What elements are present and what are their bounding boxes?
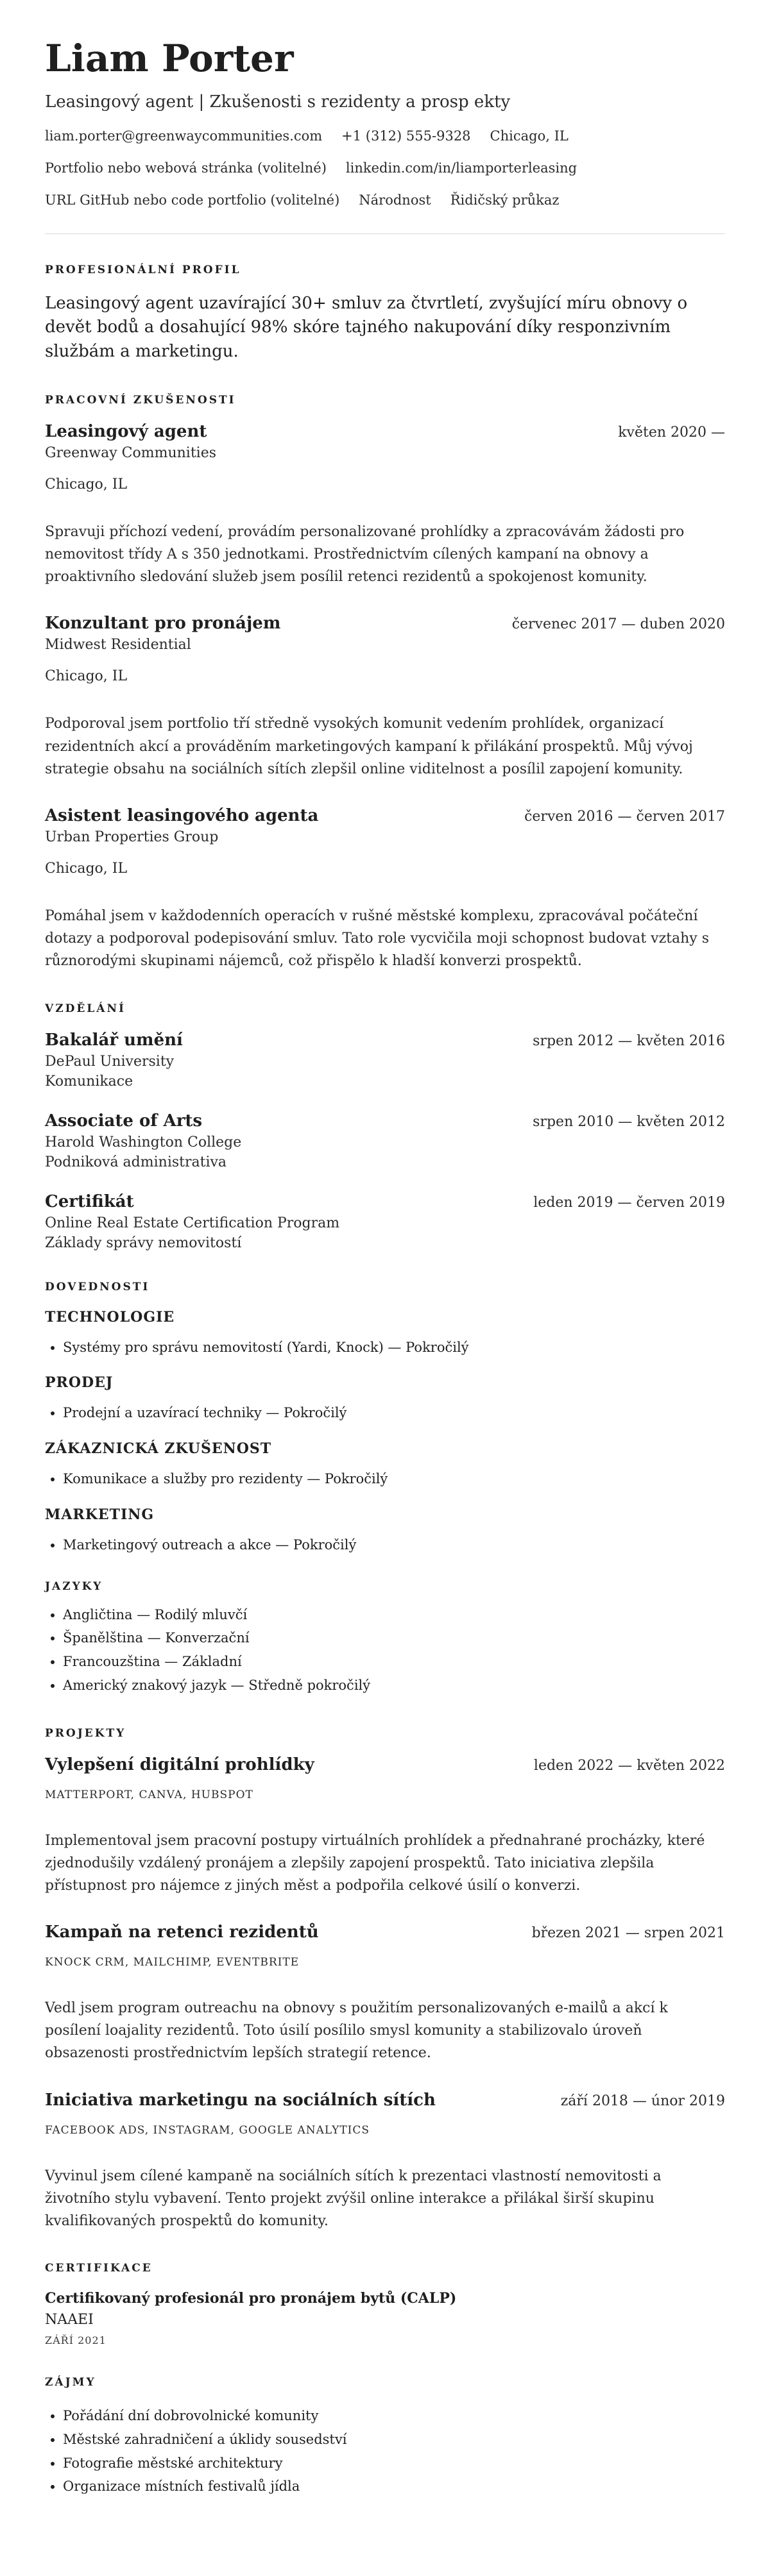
interests-section (45, 2376, 725, 2498)
project-dates: leden 2022 — květen 2022 (533, 1757, 725, 1774)
skill-group (45, 1374, 725, 1425)
certification-name: Certifikovaný profesionál pro pronájem bytů (CALP) (45, 2290, 457, 2307)
skill-item: • Systémy pro správu nemovitostí (Yardi, Knock) — Pokročilý (63, 1336, 725, 1360)
company-name: Urban Properties Group (45, 829, 219, 845)
contact-row (45, 160, 725, 176)
contact-phone[interactable]: +1 (312) 555-9328 (341, 128, 471, 144)
skill-group-title: TECHNOLOGIE (45, 1308, 175, 1326)
section-title: CERTIFIKACE (45, 2262, 153, 2275)
experience-entry (45, 422, 725, 589)
field-of-study: Podniková administrativa (45, 1154, 227, 1170)
entry-header (45, 1923, 725, 1942)
section-title: PROJEKTY (45, 1726, 126, 1740)
candidate-name: Liam Porter (45, 37, 294, 80)
education-entry (45, 1192, 725, 1251)
contact-portfolio[interactable]: Portfolio nebo webová stránka (volitelné) (45, 160, 327, 176)
job-title: Konzultant pro pronájem (45, 614, 281, 634)
entry-header (45, 806, 725, 825)
skill-list (45, 1336, 725, 1360)
job-description: Podporoval jsem portfolio tří středně vysokých komunit vedením prohlídek, organizací rezidentních akcí a prováděním marketingových kampaní k přilákání prospektů. Můj vývoj strategie obsahu na sociálních sítích zlepšil online viditelnost a posílil zapojení komunity. (45, 716, 693, 777)
skill-group-title: PRODEJ (45, 1374, 114, 1392)
skills-section (45, 1281, 725, 1697)
skill-item: • Marketingový outreach a akce — Pokročilý (63, 1533, 725, 1557)
entry-header (45, 614, 725, 633)
job-title: Asistent leasingového agenta (45, 805, 319, 825)
project-title: Vylepšení digitální prohlídky (45, 1755, 314, 1774)
interest-item: • Fotografie městské architektury (63, 2452, 725, 2475)
project-dates: září 2018 — únor 2019 (560, 2092, 725, 2109)
entry-header (45, 1111, 725, 1131)
section-title: ZÁJMY (45, 2376, 96, 2389)
languages-list (45, 1603, 725, 1697)
school-name: Harold Washington College (45, 1134, 242, 1150)
entry-header (45, 1192, 725, 1211)
contact-nationality: Národnost (359, 192, 431, 208)
projects-list (45, 1755, 725, 2233)
project-entry (45, 2091, 725, 2233)
education-list (45, 1031, 725, 1251)
project-title: Iniciativa marketingu na sociálních sítích (45, 2090, 436, 2110)
experience-section (45, 394, 725, 973)
education-entry (45, 1031, 725, 1090)
job-description: Spravuji příchozí vedení, provádím personalizované prohlídky a zpracovávám žádosti pro nemovitost třídy A s 350 jednotkami. Prostřednictvím cílených kampaní na obnovy a proaktivního sledování služeb jsem posílil retenci rezidentů a spokojenost komunity. (45, 523, 685, 585)
language-item: • Španělština — Konverzační (63, 1626, 725, 1650)
interests-list (45, 2404, 725, 2498)
job-dates: červenec 2017 — duben 2020 (511, 616, 725, 633)
skill-group (45, 1309, 725, 1360)
education-entry (45, 1111, 725, 1170)
certification-issuer: NAAEI (45, 2312, 94, 2328)
language-item: • Angličtina — Rodilý mluvčí (63, 1603, 725, 1627)
skill-group (45, 1440, 725, 1491)
education-section (45, 1002, 725, 1251)
skills-list (45, 1309, 725, 1557)
entry-header (45, 1755, 725, 1774)
section-title: VZDĚLÁNÍ (45, 1002, 126, 1015)
language-item: • Francouzština — Základní (63, 1650, 725, 1674)
contact-drivers-license: Řidičský průkaz (450, 192, 560, 208)
job-dates: červen 2016 — červen 2017 (524, 808, 725, 825)
certification-date: ZÁŘÍ 2021 (45, 2334, 107, 2347)
candidate-headline: Leasingový agent | Zkušenosti s rezidenty a prosp ekty (45, 92, 511, 112)
skill-list (45, 1467, 725, 1491)
job-location: Chicago, IL (45, 668, 128, 685)
education-dates: srpen 2012 — květen 2016 (533, 1032, 725, 1049)
skill-list (45, 1401, 725, 1425)
field-of-study: Komunikace (45, 1073, 133, 1090)
education-dates: leden 2019 — červen 2019 (533, 1194, 725, 1211)
section-title: DOVEDNOSTI (45, 1280, 150, 1293)
languages-title: JAZYKY (45, 1579, 103, 1593)
skill-group-title: MARKETING (45, 1506, 155, 1523)
project-description: Vedl jsem program outreachu na obnovy s použitím personalizovaných e-mailů a akcí k posílení loajality rezidentů. Toto úsilí posílilo smysl komunity a stabilizovalo úroveň obsazenosti prostřednictvím lepších strategií retence. (45, 2000, 668, 2062)
section-title: PRACOVNÍ ZKUŠENOSTI (45, 393, 236, 407)
skill-list (45, 1533, 725, 1557)
job-description: Pomáhal jsem v každodenních operacích v rušné městské komplexu, zpracovával počáteční dotazy a podporoval podepisování smluv. Tato role vycvičila moji schopnost budovat vztahy s různorodými skupinami nájemců, což přispělo k hladší konverzi prospektů. (45, 907, 710, 970)
skill-item: • Prodejní a uzavírací techniky — Pokročilý (63, 1401, 725, 1425)
contact-row (45, 192, 725, 208)
company-name: Midwest Residential (45, 637, 191, 653)
certification-entry (45, 2290, 725, 2346)
language-item: • Americký znakový jazyk — Středně pokročilý (63, 1674, 725, 1697)
job-location: Chicago, IL (45, 476, 128, 492)
resume-header (45, 38, 725, 208)
project-description: Vyvinul jsem cílené kampaně na sociálních sítích k prezentaci vlastností nemovitosti a životního stylu vybavení. Tento projekt zvýšil online interakce a přilákal širší skupinu kvalifikovaných prospektů do komunity. (45, 2168, 662, 2230)
contact-row (45, 128, 725, 144)
job-dates: květen 2020 — (618, 424, 725, 441)
section-title: PROFESIONÁLNÍ PROFIL (45, 263, 241, 276)
job-title: Leasingový agent (45, 421, 207, 441)
interest-item: • Městské zahradničení a úklidy sousedství (63, 2428, 725, 2452)
skill-group-title: ZÁKAZNICKÁ ZKUŠENOST (45, 1440, 272, 1458)
contact-location: Chicago, IL (490, 128, 569, 144)
interest-item: • Pořádání dní dobrovolnické komunity (63, 2404, 725, 2428)
contact-github[interactable]: URL GitHub nebo code portfolio (volitelné) (45, 192, 340, 208)
school-name: DePaul University (45, 1053, 175, 1070)
contact-email[interactable]: liam.porter@greenwaycommunities.com (45, 128, 323, 144)
project-tech-stack: FACEBOOK ADS, INSTAGRAM, GOOGLE ANALYTICS (45, 2123, 370, 2137)
project-tech-stack: MATTERPORT, CANVA, HUBSPOT (45, 1788, 253, 1801)
project-dates: březen 2021 — srpen 2021 (531, 1925, 725, 1942)
project-tech-stack: KNOCK CRM, MAILCHIMP, EVENTBRITE (45, 1956, 300, 1969)
entry-header (45, 1031, 725, 1050)
job-location: Chicago, IL (45, 860, 128, 877)
header-divider (45, 233, 725, 234)
certifications-list (45, 2290, 725, 2346)
project-entry (45, 1923, 725, 2065)
project-title: Kampaň na retenci rezidentů (45, 1923, 319, 1942)
company-name: Greenway Communities (45, 444, 217, 461)
skill-item: • Komunikace a služby pro rezidenty — Pokročilý (63, 1467, 725, 1491)
profile-section (45, 264, 725, 364)
project-entry (45, 1755, 725, 1898)
experience-list (45, 422, 725, 973)
entry-header (45, 2091, 725, 2110)
projects-section (45, 1727, 725, 2233)
project-description: Implementoval jsem pracovní postupy virtuálních prohlídek a přednahrané procházky, které zjednodušily vzdálený pronájem a zlepšily zapojení prospektů. Tato iniciativa zlepšila přístupnost pro nájemce z jiných měst a podpořila celkové úsilí o konverzi. (45, 1832, 705, 1894)
school-name: Online Real Estate Certification Program (45, 1215, 340, 1231)
degree-title: Associate of Arts (45, 1111, 203, 1131)
education-dates: srpen 2010 — květen 2012 (533, 1113, 725, 1130)
skill-group (45, 1506, 725, 1557)
experience-entry (45, 614, 725, 780)
entry-header (45, 422, 725, 441)
contact-linkedin[interactable]: linkedin.com/in/liamporterleasing (345, 160, 578, 176)
certifications-section (45, 2262, 725, 2346)
degree-title: Bakalář umění (45, 1030, 183, 1050)
profile-summary: Leasingový agent uzavírající 30+ smluv za čtvrtletí, zvyšující míru obnovy o devět bodů a dosahující 98% skóre tajného nakupování díky responzivním službám a marketingu. (45, 293, 688, 362)
field-of-study: Základy správy nemovitostí (45, 1234, 242, 1251)
degree-title: Certifikát (45, 1191, 134, 1211)
experience-entry (45, 806, 725, 973)
interest-item: • Organizace místních festivalů jídla (63, 2475, 725, 2498)
